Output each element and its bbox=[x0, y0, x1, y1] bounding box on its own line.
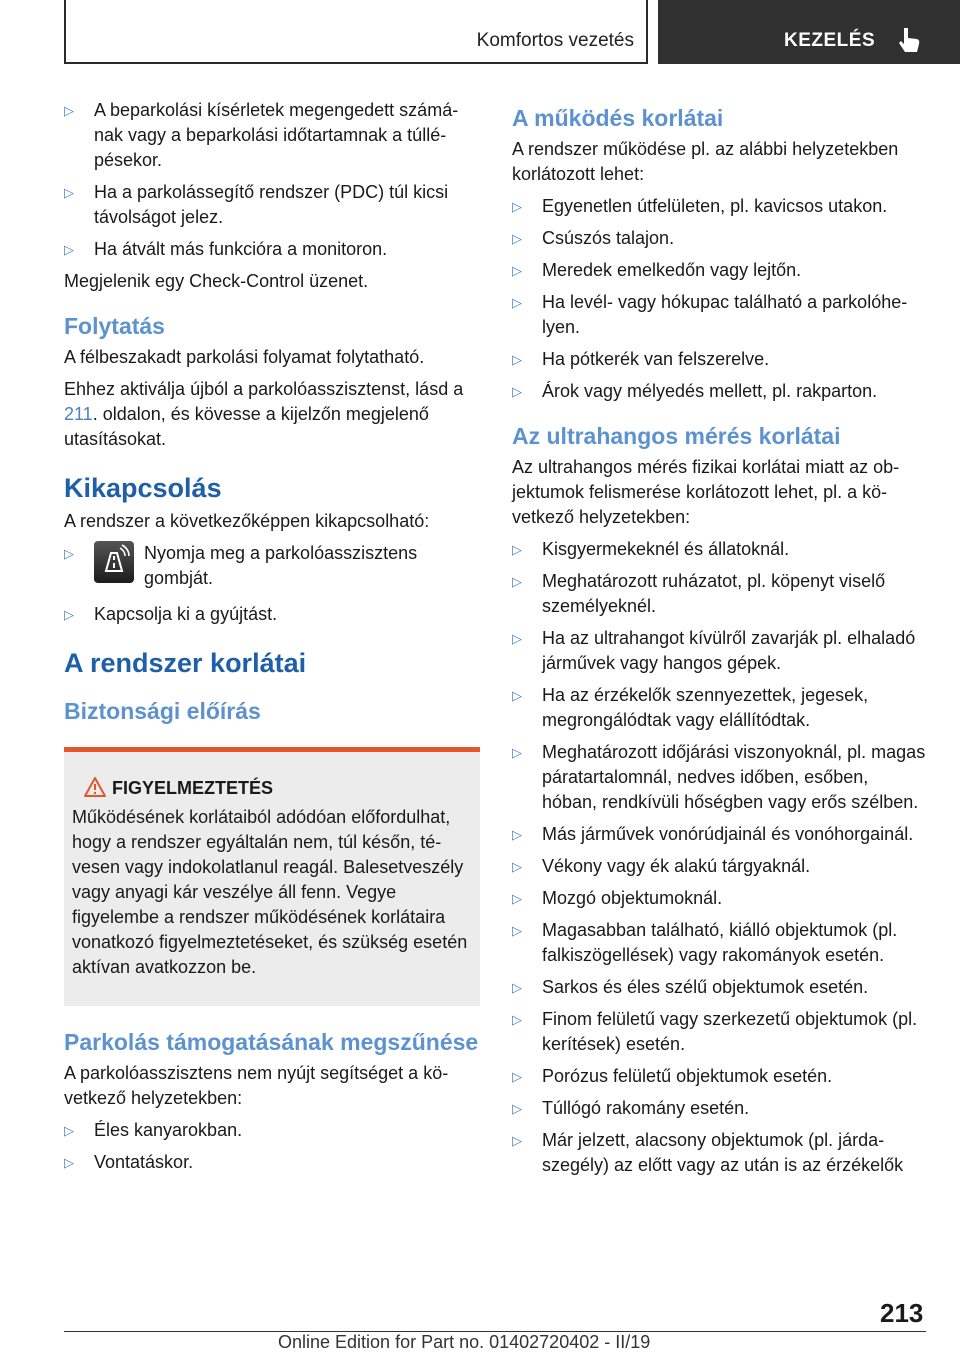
list-item: ▷ Más járművek vonórúdjainál és vonóhorgainál. bbox=[512, 822, 926, 847]
bullet-arrow-icon: ▷ bbox=[64, 546, 74, 561]
pointing-hand-icon bbox=[896, 26, 922, 54]
page-reference-link[interactable]: 211 bbox=[64, 404, 93, 424]
list-item: ▷ A beparkolási kísérletek megengedett számának vagy a beparkolási időtartamnak a túllépésekor. bbox=[64, 98, 480, 173]
list-item: ▷ Meghatározott ruházatot, pl. köpenyt viselő személyeknél. bbox=[512, 569, 926, 619]
heading-end-of-assistance: Parkolás támogatásának megszűnése bbox=[64, 1029, 479, 1055]
heading-ultrasonic-limits: Az ultrahangos mérés korlátai bbox=[512, 423, 841, 449]
list-item-button bbox=[64, 541, 480, 591]
list-item: ▷ Ha levél- vagy hókupac található a parkolóhelyen. bbox=[512, 290, 926, 340]
chapter-tab bbox=[658, 0, 960, 64]
paragraph: A parkolóasszisztens nem nyújt segítséget a következő helyzetekben: bbox=[64, 1063, 449, 1108]
right-column bbox=[512, 98, 926, 1185]
list-item: ▷ Porózus felületű objektumok esetén. bbox=[512, 1064, 926, 1089]
list-item: ▷ Ha az ultrahangot kívülről zavarják pl. elhaladó járművek vagy hangos gépek. bbox=[512, 626, 926, 676]
chapter-title: KEZELÉS bbox=[784, 30, 876, 51]
list-item: ▷ Ha átvált más funkcióra a monitoron. bbox=[64, 237, 480, 262]
list-item: ▷ Meredek emelkedőn vagy lejtőn. bbox=[512, 258, 926, 283]
list-item: ▷ Már jelzett, alacsony objektumok (pl. járdaszegély) az előtt vagy az után is az érzékelők bbox=[512, 1128, 926, 1178]
list-item: ▷ Túllógó rakomány esetén. bbox=[512, 1096, 926, 1121]
list-item: ▷ Csúszós talajon. bbox=[512, 226, 926, 251]
edition-footer: Online Edition for Part no. 01402720402 - II/19 bbox=[278, 1332, 651, 1352]
paragraph: A félbeszakadt parkolási folyamat folytatható. bbox=[64, 347, 425, 367]
list-item: ▷ Ha a parkolássegítő rendszer (PDC) túl kicsi távolságot jelez. bbox=[64, 180, 480, 230]
text: . oldalon, és kövesse a kijelzőn megjelenő utasításokat. bbox=[64, 404, 429, 449]
warning-box bbox=[64, 747, 480, 1006]
list-item: ▷ Kisgyermekeknél és állatoknál. bbox=[512, 537, 926, 562]
heading-kikapcsolas: Kikapcsolás bbox=[64, 473, 222, 503]
heading-safety: Biztonsági előírás bbox=[64, 698, 261, 724]
list-item: ▷ Vékony vagy ék alakú tárgyaknál. bbox=[512, 854, 926, 879]
heading-folytatas: Folytatás bbox=[64, 313, 165, 339]
list-item: ▷ Árok vagy mélyedés mellett, pl. rakparton. bbox=[512, 379, 926, 404]
list-item: ▷ Vontatáskor. bbox=[64, 1150, 480, 1175]
running-header-box bbox=[64, 0, 648, 64]
list-item: ▷ Meghatározott időjárási viszonyoknál, pl. magas páratartalomnál, nedves időben, esőben, hóban, rendkívüli hőségben vagy erős szélben. bbox=[512, 740, 926, 815]
list-item: ▷ Mozgó objektumoknál. bbox=[512, 886, 926, 911]
check-control-text: Megjelenik egy Check-Control üzenet. bbox=[64, 271, 369, 291]
list-item: ▷ Kapcsolja ki a gyújtást. bbox=[64, 602, 480, 627]
paragraph-with-link bbox=[64, 377, 480, 452]
list-item: ▷ Ha az érzékelők szennyezettek, jegesek, megrongálódtak vagy elállítódtak. bbox=[512, 683, 926, 733]
list-item: ▷ Éles kanyarokban. bbox=[64, 1118, 480, 1143]
heading-function-limits: A működés korlátai bbox=[512, 105, 724, 131]
warning-title: FIGYELMEZTETÉS bbox=[112, 778, 274, 798]
list-item: ▷ Sarkos és éles szélű objektumok esetén. bbox=[512, 975, 926, 1000]
list-item: ▷ Ha pótkerék van felszerelve. bbox=[512, 347, 926, 372]
list-item-text: Nyomja meg a parkolóasszisztens gombját. bbox=[144, 543, 418, 588]
warning-heading bbox=[72, 776, 472, 801]
page-number: 213 bbox=[880, 1298, 924, 1328]
text: Ehhez aktiválja újból a parkolóasszisztenst, lásd a bbox=[64, 379, 464, 399]
warning-text: Működésének korlátaiból adódóan előfordulhat, hogy a rendszer egyáltalán nem, túl későn, tévesen vagy indokolatlanul reagál. Balesetveszély vagy anyagi kár veszélye áll fenn. Vegye figyelembe a rendszer működésének korlátaira vonatkozó figyelmeztetéseket, és szükség esetén aktívan avatkozzon be. bbox=[72, 807, 468, 977]
paragraph: A rendszer működése pl. az alábbi helyzetekben korlátozott lehet: bbox=[512, 139, 899, 184]
list-item: ▷ Magasabban található, kiálló objektumok (pl. falkiszögellések) vagy rakományok esetén. bbox=[512, 918, 926, 968]
left-column bbox=[64, 98, 480, 1182]
heading-system-limits: A rendszer korlátai bbox=[64, 648, 307, 678]
paragraph: Az ultrahangos mérés fizikai korlátai miatt az objektumok felismerése korlátozott lehet, pl. a következő helyzetekben: bbox=[512, 457, 900, 527]
warning-triangle-icon bbox=[83, 776, 107, 798]
section-title: Komfortos vezetés bbox=[476, 30, 634, 51]
list-item: ▷ Finom felületű vagy szerkezetű objektumok (pl. kerítések) esetén. bbox=[512, 1007, 926, 1057]
paragraph: A rendszer a következőképpen kikapcsolható: bbox=[64, 511, 430, 531]
parking-assistant-button-icon bbox=[94, 541, 134, 583]
list-item: ▷ Egyenetlen útfelületen, pl. kavicsos utakon. bbox=[512, 194, 926, 219]
